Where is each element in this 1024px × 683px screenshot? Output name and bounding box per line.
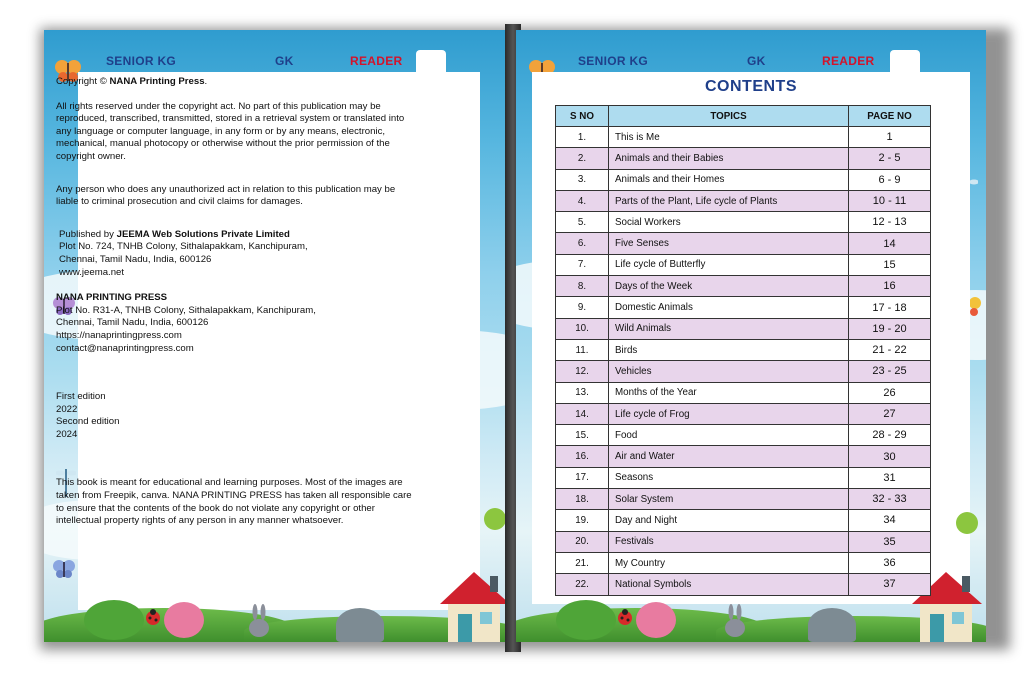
header-book-type: READER xyxy=(350,54,403,68)
row-topic: Life cycle of Frog xyxy=(609,403,849,424)
bush xyxy=(484,508,506,530)
row-sno: 3. xyxy=(556,169,609,190)
row-page: 14 xyxy=(849,233,931,254)
row-topic: My Country xyxy=(609,552,849,573)
row-page: 2 - 5 xyxy=(849,148,931,169)
row-page: 10 - 11 xyxy=(849,190,931,211)
table-row xyxy=(556,212,931,233)
row-topic: Air and Water xyxy=(609,446,849,467)
row-page: 16 xyxy=(849,276,931,297)
table-row xyxy=(556,425,931,446)
row-topic: Animals and their Babies xyxy=(609,148,849,169)
second-edition-year: 2024 xyxy=(56,428,78,440)
row-sno: 21. xyxy=(556,552,609,573)
row-topic: Five Senses xyxy=(609,233,849,254)
contents-table xyxy=(555,105,931,596)
row-sno: 14. xyxy=(556,403,609,424)
row-page: 30 xyxy=(849,446,931,467)
header-level: SENIOR KG xyxy=(106,54,177,68)
first-edition-year: 2022 xyxy=(56,403,78,415)
row-page: 26 xyxy=(849,382,931,403)
row-sno: 2. xyxy=(556,148,609,169)
row-page: 23 - 25 xyxy=(849,361,931,382)
rock xyxy=(808,608,856,642)
row-page: 31 xyxy=(849,467,931,488)
printer-block xyxy=(56,292,412,355)
table-row xyxy=(556,233,931,254)
ladybug-icon xyxy=(144,608,162,626)
table-row xyxy=(556,446,931,467)
row-topic: National Symbols xyxy=(609,574,849,595)
published-by-prefix: Published by xyxy=(59,228,117,240)
liability-paragraph: Any person who does any unauthorized act in relation to this publication may be liable to criminal prosecution and civil claims for damages. xyxy=(56,183,396,208)
table-row xyxy=(556,190,931,211)
row-topic: Wild Animals xyxy=(609,318,849,339)
table-row xyxy=(556,297,931,318)
column-header-sno: S NO xyxy=(556,106,609,127)
row-page: 34 xyxy=(849,510,931,531)
row-page: 17 - 18 xyxy=(849,297,931,318)
row-topic: Life cycle of Butterfly xyxy=(609,254,849,275)
table-row xyxy=(556,169,931,190)
row-topic: Days of the Week xyxy=(609,276,849,297)
row-topic: Animals and their Homes xyxy=(609,169,849,190)
publisher-address-line: Chennai, Tamil Nadu, India, 600126 xyxy=(59,253,212,265)
table-row xyxy=(556,276,931,297)
edition-block xyxy=(56,391,412,441)
house-icon xyxy=(436,568,509,642)
rabbit-icon xyxy=(722,604,748,638)
printer-name: NANA PRINTING PRESS xyxy=(56,292,168,304)
row-page: 35 xyxy=(849,531,931,552)
table-row xyxy=(556,403,931,424)
column-header-page: PAGE NO xyxy=(849,106,931,127)
row-page: 12 - 13 xyxy=(849,212,931,233)
row-topic: Social Workers xyxy=(609,212,849,233)
column-header-topics: TOPICS xyxy=(609,106,849,127)
row-topic: Seasons xyxy=(609,467,849,488)
header-subject: GK xyxy=(275,54,294,68)
table-row xyxy=(556,552,931,573)
printer-email: contact@nanaprintingpress.com xyxy=(56,342,194,354)
table-row xyxy=(556,148,931,169)
row-sno: 19. xyxy=(556,510,609,531)
table-row xyxy=(556,382,931,403)
row-topic: Domestic Animals xyxy=(609,297,849,318)
ladybug-icon xyxy=(616,608,634,626)
disclaimer-paragraph: This book is meant for educational and learning purposes. Most of the images are taken from Freepik, canva. NANA PRINTING PRESS has taken all responsible care to ensure that the contents of the book do not violate any copyright or other intellectual property rights of any person in any manner whatsoever. xyxy=(56,477,412,527)
row-page: 15 xyxy=(849,254,931,275)
rights-paragraph: All rights reserved under the copyright act. No part of this publication may be reproduced, transcribed, transmitted, stored in a retrieval system or translated into any language or computer language, in any form or by any means, electronic, mechanical, manual photocopy or otherwise without the prior permission of the copyright owner. xyxy=(56,100,405,162)
flower-bush xyxy=(164,602,204,638)
second-edition-label: Second edition xyxy=(56,416,120,428)
table-row xyxy=(556,467,931,488)
row-page: 36 xyxy=(849,552,931,573)
bush xyxy=(956,512,978,534)
row-topic: Birds xyxy=(609,339,849,360)
row-sno: 18. xyxy=(556,489,609,510)
row-topic: Vehicles xyxy=(609,361,849,382)
table-row xyxy=(556,574,931,595)
publisher-name: JEEMA Web Solutions Private Limited xyxy=(116,228,290,240)
row-sno: 9. xyxy=(556,297,609,318)
row-sno: 10. xyxy=(556,318,609,339)
table-header-row xyxy=(556,106,931,127)
row-topic: Food xyxy=(609,425,849,446)
publisher-address-line: Plot No. 724, TNHB Colony, Sithalapakkam, Kanchipuram, xyxy=(59,241,308,253)
bush xyxy=(84,600,144,640)
row-sno: 12. xyxy=(556,361,609,382)
copyright-holder: NANA Printing Press xyxy=(109,76,205,87)
row-topic: Months of the Year xyxy=(609,382,849,403)
publisher-website: www.jeema.net xyxy=(59,266,125,278)
contents-title: CONTENTS xyxy=(705,78,797,95)
printer-address-line: Plot No. R31-A, TNHB Colony, Sithalapakkam, Kanchipuram, xyxy=(56,304,316,316)
row-sno: 13. xyxy=(556,382,609,403)
row-page: 28 - 29 xyxy=(849,425,931,446)
row-sno: 11. xyxy=(556,339,609,360)
copyright-text xyxy=(56,76,412,540)
row-sno: 20. xyxy=(556,531,609,552)
first-edition-label: First edition xyxy=(56,391,106,403)
row-sno: 22. xyxy=(556,574,609,595)
rabbit-icon xyxy=(246,604,272,638)
row-topic: Day and Night xyxy=(609,510,849,531)
butterfly-icon xyxy=(52,558,76,580)
row-sno: 16. xyxy=(556,446,609,467)
row-sno: 17. xyxy=(556,467,609,488)
printer-website: https://nanaprintingpress.com xyxy=(56,329,182,341)
row-page: 27 xyxy=(849,403,931,424)
row-page: 21 - 22 xyxy=(849,339,931,360)
row-sno: 15. xyxy=(556,425,609,446)
copyright-suffix: . xyxy=(204,76,208,87)
row-sno: 5. xyxy=(556,212,609,233)
row-topic: Solar System xyxy=(609,489,849,510)
header-subject: GK xyxy=(747,54,766,68)
header-book-type: READER xyxy=(822,54,875,68)
row-page: 37 xyxy=(849,574,931,595)
row-sno: 4. xyxy=(556,190,609,211)
row-topic: This is Me xyxy=(609,127,849,148)
row-sno: 7. xyxy=(556,254,609,275)
row-page: 1 xyxy=(849,127,931,148)
table-row xyxy=(556,531,931,552)
table-row xyxy=(556,318,931,339)
row-topic: Parts of the Plant, Life cycle of Plants xyxy=(609,190,849,211)
row-page: 32 - 33 xyxy=(849,489,931,510)
table-row xyxy=(556,489,931,510)
row-sno: 8. xyxy=(556,276,609,297)
copyright-line xyxy=(56,76,412,89)
row-sno: 6. xyxy=(556,233,609,254)
copyright-prefix: Copyright © xyxy=(56,76,110,87)
row-page: 19 - 20 xyxy=(849,318,931,339)
rock xyxy=(336,608,384,642)
contents-page xyxy=(516,30,986,642)
table-row xyxy=(556,361,931,382)
bush xyxy=(556,600,616,640)
table-row xyxy=(556,254,931,275)
row-sno: 1. xyxy=(556,127,609,148)
printer-address-line: Chennai, Tamil Nadu, India, 600126 xyxy=(56,317,209,329)
table-row xyxy=(556,127,931,148)
row-topic: Festivals xyxy=(609,531,849,552)
row-page: 6 - 9 xyxy=(849,169,931,190)
table-row xyxy=(556,339,931,360)
table-row xyxy=(556,510,931,531)
publisher-block xyxy=(56,229,412,279)
header-level: SENIOR KG xyxy=(578,54,649,68)
flower-bush xyxy=(636,602,676,638)
